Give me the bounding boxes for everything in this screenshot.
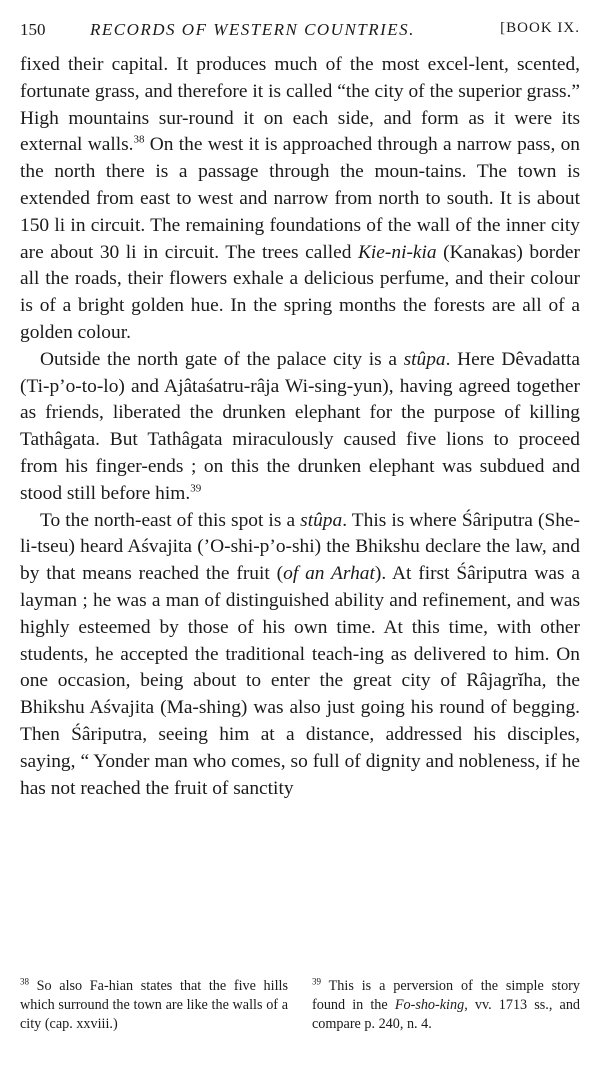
text-run: To the north-east of this spot is a [40, 509, 301, 531]
text-run: This is a perversion of the simple story found in the [312, 978, 580, 1014]
page-header [20, 20, 580, 48]
footnote [312, 977, 580, 1035]
text-run: So also Fa-hian states that the five hills which surround the town are like the walls of a city (cap. xxviii.) [20, 978, 288, 1033]
text-run: Outside the north gate of the palace city is a [40, 348, 404, 370]
running-title: RECORDS OF WESTERN COUNTRIES. [90, 20, 415, 39]
italic-text: stûpa [403, 348, 446, 370]
text-run: On the west it is approached through a narrow pass, on the north there is a passage through the moun-tains. The town is extended from east to west and narrow from north to south. It is about 150 li in circuit. The remaining foundations of the wall of the inner city are about 30 li in circuit. The trees called [20, 134, 580, 263]
footnote-marker: 38 [20, 976, 29, 987]
text-run: . Here Dêvadatta (Ti-p’o-to-lo) and Ajâtaśatru-râja Wi-sing-yun), having agreed together as friends, liberated the drunken elephant for the purpose of killing Tathâgata. But Tathâgata miraculously caused five lions to proceed from his finger-ends ; on this the drunken elephant was subdued and stood still before him. [20, 348, 580, 504]
text-run: . This is where Śâriputra (She-li-tseu) heard Aśvajita (’O-shi-p’o-shi) the Bhikshu declare the law, and by that means reached the fruit ( [20, 509, 580, 585]
paragraph [20, 508, 580, 803]
paragraph [20, 347, 580, 508]
paragraph [20, 52, 580, 347]
text-run: (Kanakas) border all the roads, their flowers exhale a delicious perfume, and their colour is of a bright golden hue. In the spring months the forests are all of a golden colour. [20, 241, 580, 343]
text-run: , vv. 1713 ss., and compare p. 240, n. 4. [312, 997, 581, 1033]
body-text [20, 52, 580, 802]
italic-text: Fo-sho-king [394, 997, 465, 1014]
book-label: [BOOK IX. [500, 20, 580, 36]
footnote-marker: 38 [133, 133, 145, 146]
text-run: fixed their capital. It produces much of the most excel-lent, scented, fortunate grass, and therefore it is called “the city of the superior grass.” High mountains sur-round it on each side, and form as it were its external walls. [20, 54, 580, 156]
footnote [20, 977, 288, 1035]
page-number: 150 [20, 20, 46, 39]
text-run: ). At first Śâriputra was a layman ; he was a man of distinguished ability and refinement, and was highly esteemed by those of his own time. At this time, with other students, he accepted the traditional teach-ing as delivered to him. On one occasion, being about to enter the great city of Râjagrĭha, the Bhikshu Aśvajita (Ma-shing) was also just going his round of begging. Then Śâriputra, seeing him at a distance, addressed his disciples, saying, “ Yonder man who comes, so full of dignity and nobleness, if he has not reached the fruit of sanctity [20, 563, 580, 799]
footnote-marker: 39 [190, 482, 202, 495]
italic-text: Kie-ni-kia [357, 241, 437, 263]
italic-text: of an Arhat [283, 563, 375, 585]
footnotes [20, 977, 580, 1035]
footnote-marker: 39 [312, 976, 321, 987]
italic-text: stûpa [300, 509, 343, 531]
